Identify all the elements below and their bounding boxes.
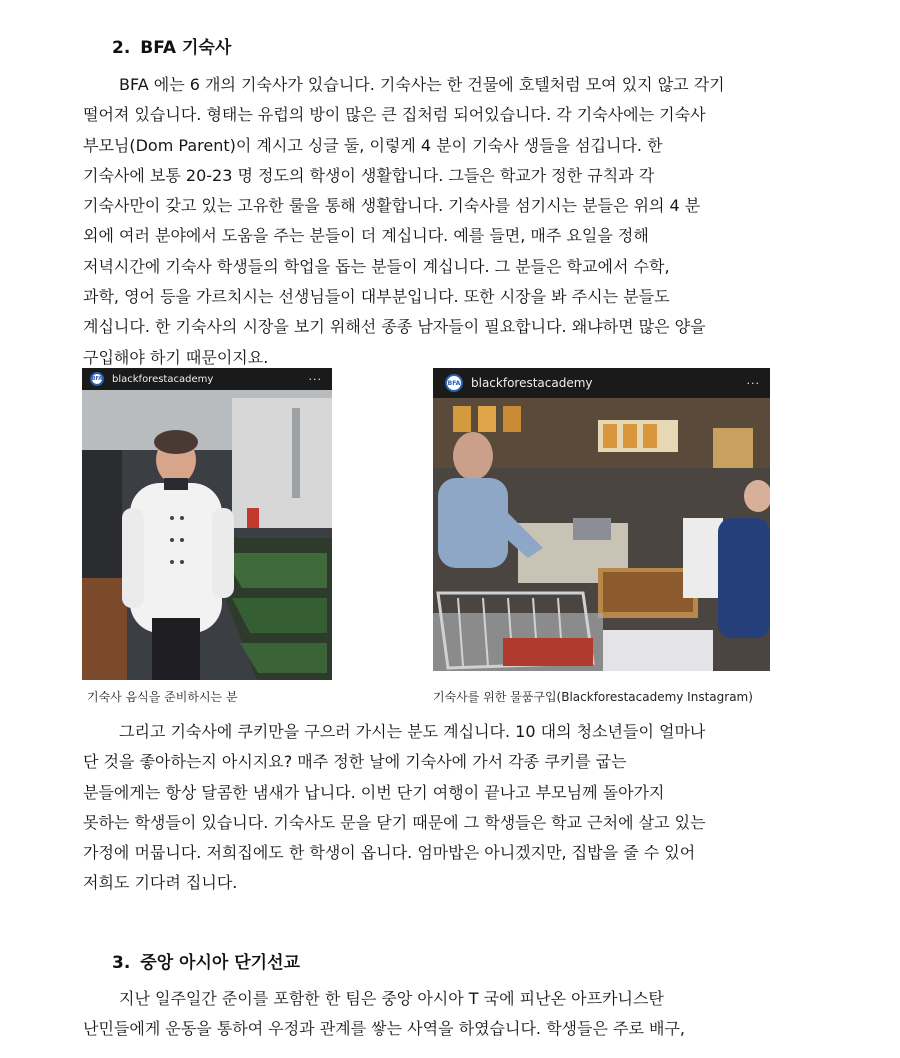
- kitchen-photo-image: [82, 368, 332, 680]
- section-2-number: 2.: [112, 38, 131, 58]
- instagram-header: [82, 368, 332, 390]
- section-3-number: 3.: [112, 953, 131, 973]
- paragraph-line: 외에 여러 분야에서 도움을 주는 분들이 더 계십니다. 예를 들면, 매주 요일을 정해: [83, 226, 649, 246]
- bfa-logo-icon: BFA: [445, 374, 463, 392]
- paragraph-line: 계십니다. 한 기숙사의 시장을 보기 위해선 종종 남자들이 필요합니다. 왜냐하면 많은 양을: [83, 317, 706, 337]
- paragraph-line: 그리고 기숙사에 쿠키만을 구으러 가시는 분도 계십니다. 10 대의 청소년들이 얼마나: [119, 722, 706, 741]
- paragraph-line: 단 것을 좋아하는지 아시지요? 매주 정한 날에 기숙사에 가서 각종 쿠키를 굽는: [83, 752, 627, 772]
- paragraph-line: 분들에게는 항상 달콤한 냄새가 납니다. 이번 단기 여행이 끝나고 부모님께 돌아가지: [83, 782, 665, 802]
- section-2-paragraph: [83, 70, 828, 373]
- section-3-heading: [112, 948, 300, 973]
- instagram-header: [433, 368, 770, 398]
- kitchen-photo-caption: 기숙사 음식을 준비하시는 분: [87, 690, 238, 704]
- paragraph-line: 과학, 영어 등을 가르치시는 선생님들이 대부분입니다. 또한 시장을 봐 주시는 분들도: [83, 287, 670, 307]
- paragraph-line: 저희도 기다려 집니다.: [83, 873, 238, 893]
- shopping-photo-caption: 기숙사를 위한 물품구입(Blackforestacademy Instagram): [433, 690, 753, 704]
- instagram-account-name: blackforestacademy: [471, 376, 593, 390]
- paragraph-line: 난민들에게 운동을 통하여 우정과 관계를 쌓는 사역을 하였습니다. 학생들은 주로 배구,: [83, 1019, 685, 1039]
- paragraph-line: 저녁시간에 기숙사 학생들의 학업을 돕는 분들이 계십니다. 그 분들은 학교에서 수학,: [83, 256, 670, 276]
- section-2-title: BFA 기숙사: [140, 38, 232, 58]
- shopping-photo: [433, 368, 770, 671]
- paragraph-line: 가정에 머뭅니다. 저희집에도 한 학생이 옵니다. 엄마밥은 아니겠지만, 집밥을 줄 수 있어: [83, 843, 696, 863]
- section-3-title: 중앙 아시아 단기선교: [140, 953, 300, 973]
- paragraph-line: 지난 일주일간 준이를 포함한 한 팀은 중앙 아시아 T 국에 피난온 아프카니스탄: [119, 989, 664, 1008]
- instagram-account-name: blackforestacademy: [112, 373, 214, 385]
- paragraph-line: 부모님(Dom Parent)이 계시고 싱글 둘, 이렇게 4 분이 기숙사 생들을 섬깁니다. 한: [83, 135, 663, 155]
- section-3-paragraph: [83, 984, 828, 1045]
- kitchen-photo: [82, 368, 332, 680]
- bfa-logo-icon: BFA: [90, 372, 104, 386]
- shopping-photo-image: [433, 368, 770, 671]
- paragraph-line: 떨어져 있습니다. 형태는 유럽의 방이 많은 큰 집처럼 되어있습니다. 각 기숙사에는 기숙사: [83, 105, 706, 125]
- section-2-heading: [112, 33, 231, 58]
- paragraph-line: 기숙사에 보통 20-23 명 정도의 학생이 생활합니다. 그들은 학교가 정한 규칙과 각: [83, 165, 655, 185]
- paragraph-line: 기숙사만이 갖고 있는 고유한 룰을 통해 생활합니다. 기숙사를 섬기시는 분들은 위의 4 분: [83, 196, 701, 216]
- more-options-icon: ···: [746, 376, 760, 390]
- paragraph-line: 구입해야 하기 때문이지요.: [83, 347, 269, 367]
- paragraph-line: BFA 에는 6 개의 기숙사가 있습니다. 기숙사는 한 건물에 호텔처럼 모여 있지 않고 각기: [119, 75, 725, 94]
- more-options-icon: ···: [308, 372, 322, 386]
- section-2-paragraph-2: [83, 717, 828, 899]
- paragraph-line: 못하는 학생들이 있습니다. 기숙사도 문을 닫기 때문에 그 학생들은 학교 근처에 살고 있는: [83, 812, 706, 832]
